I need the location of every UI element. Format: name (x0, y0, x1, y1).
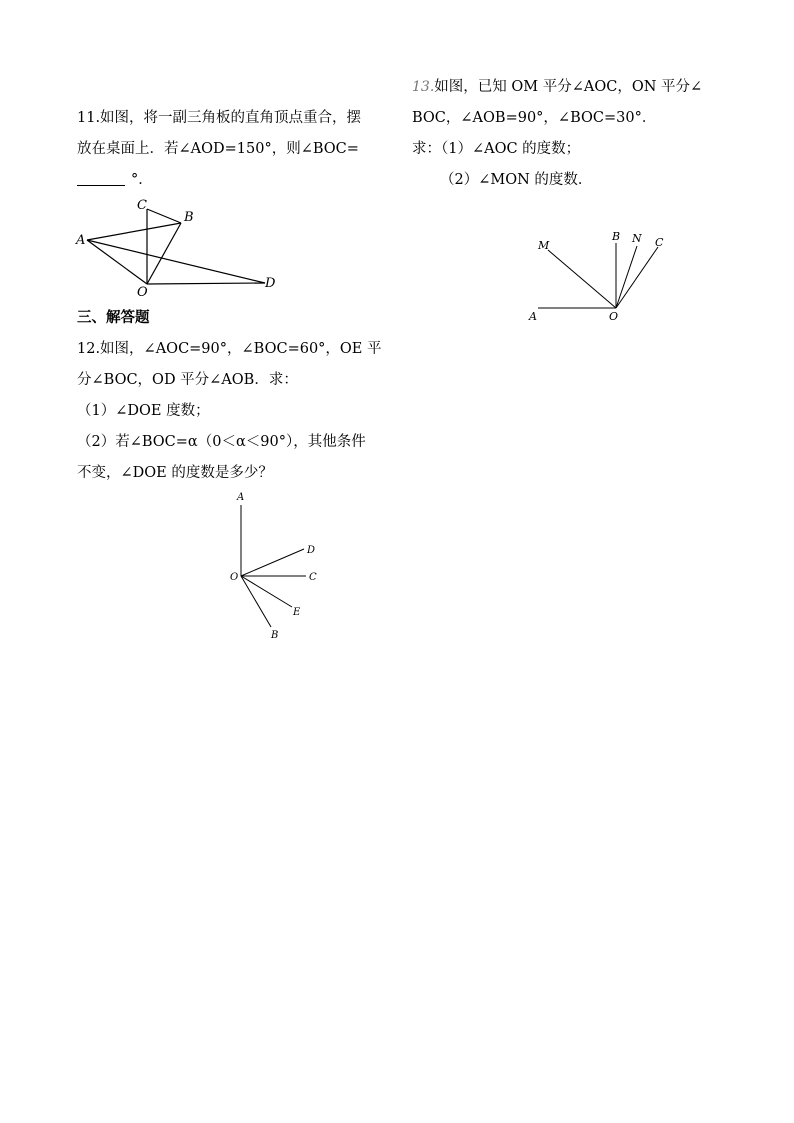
ray-OC (616, 247, 658, 308)
ray-ON (616, 246, 637, 308)
label-O: O (137, 285, 148, 300)
label-M: M (538, 239, 550, 252)
q11-line2: 放在桌面上．若∠AOD=150°，则∠BOC= (77, 141, 359, 157)
label-D: D (265, 276, 276, 291)
label-D: D (307, 545, 316, 556)
label-B: B (271, 630, 279, 641)
q13-line2: BOC，∠AOB=90°，∠BOC=30°． (412, 110, 657, 126)
label-B: B (612, 230, 621, 243)
label-N: N (632, 232, 642, 245)
q13-number: 13. (412, 79, 435, 95)
q11-line1: 11.如图，将一副三角板的直角顶点重合，摆 (77, 110, 362, 126)
label-E: E (293, 607, 301, 618)
label-A: A (76, 233, 86, 248)
q12-line4: （2）若∠BOC=α（0＜α＜90°），其他条件 (77, 434, 366, 450)
q13-line3: 求：（1）∠AOC 的度数； (412, 141, 581, 157)
label-O: O (230, 572, 239, 583)
q12-line3: （1）∠DOE 度数； (77, 403, 210, 419)
q13-line4: （2）∠MON 的度数． (440, 172, 593, 188)
q12-line5: 不变，∠DOE 的度数是多少？ (77, 465, 273, 481)
q12-line2: 分∠BOC，OD 平分∠AOB．求： (77, 372, 298, 388)
label-C: C (309, 572, 317, 583)
label-C: C (137, 198, 147, 213)
q11-line3-suffix: °． (131, 172, 153, 188)
label-A: A (237, 492, 245, 503)
label-B: B (184, 210, 194, 225)
section-title: 三、解答题 (77, 310, 150, 326)
q13-line1-text: 如图，已知 OM 平分∠AOC，ON 平分∠ (434, 79, 703, 95)
q12-line1: 12.如图，∠AOC=90°，∠BOC=60°，OE 平 (77, 341, 382, 357)
label-O: O (609, 310, 619, 323)
label-C: C (655, 236, 664, 249)
label-A: A (529, 310, 537, 323)
ray-OM (548, 250, 616, 308)
